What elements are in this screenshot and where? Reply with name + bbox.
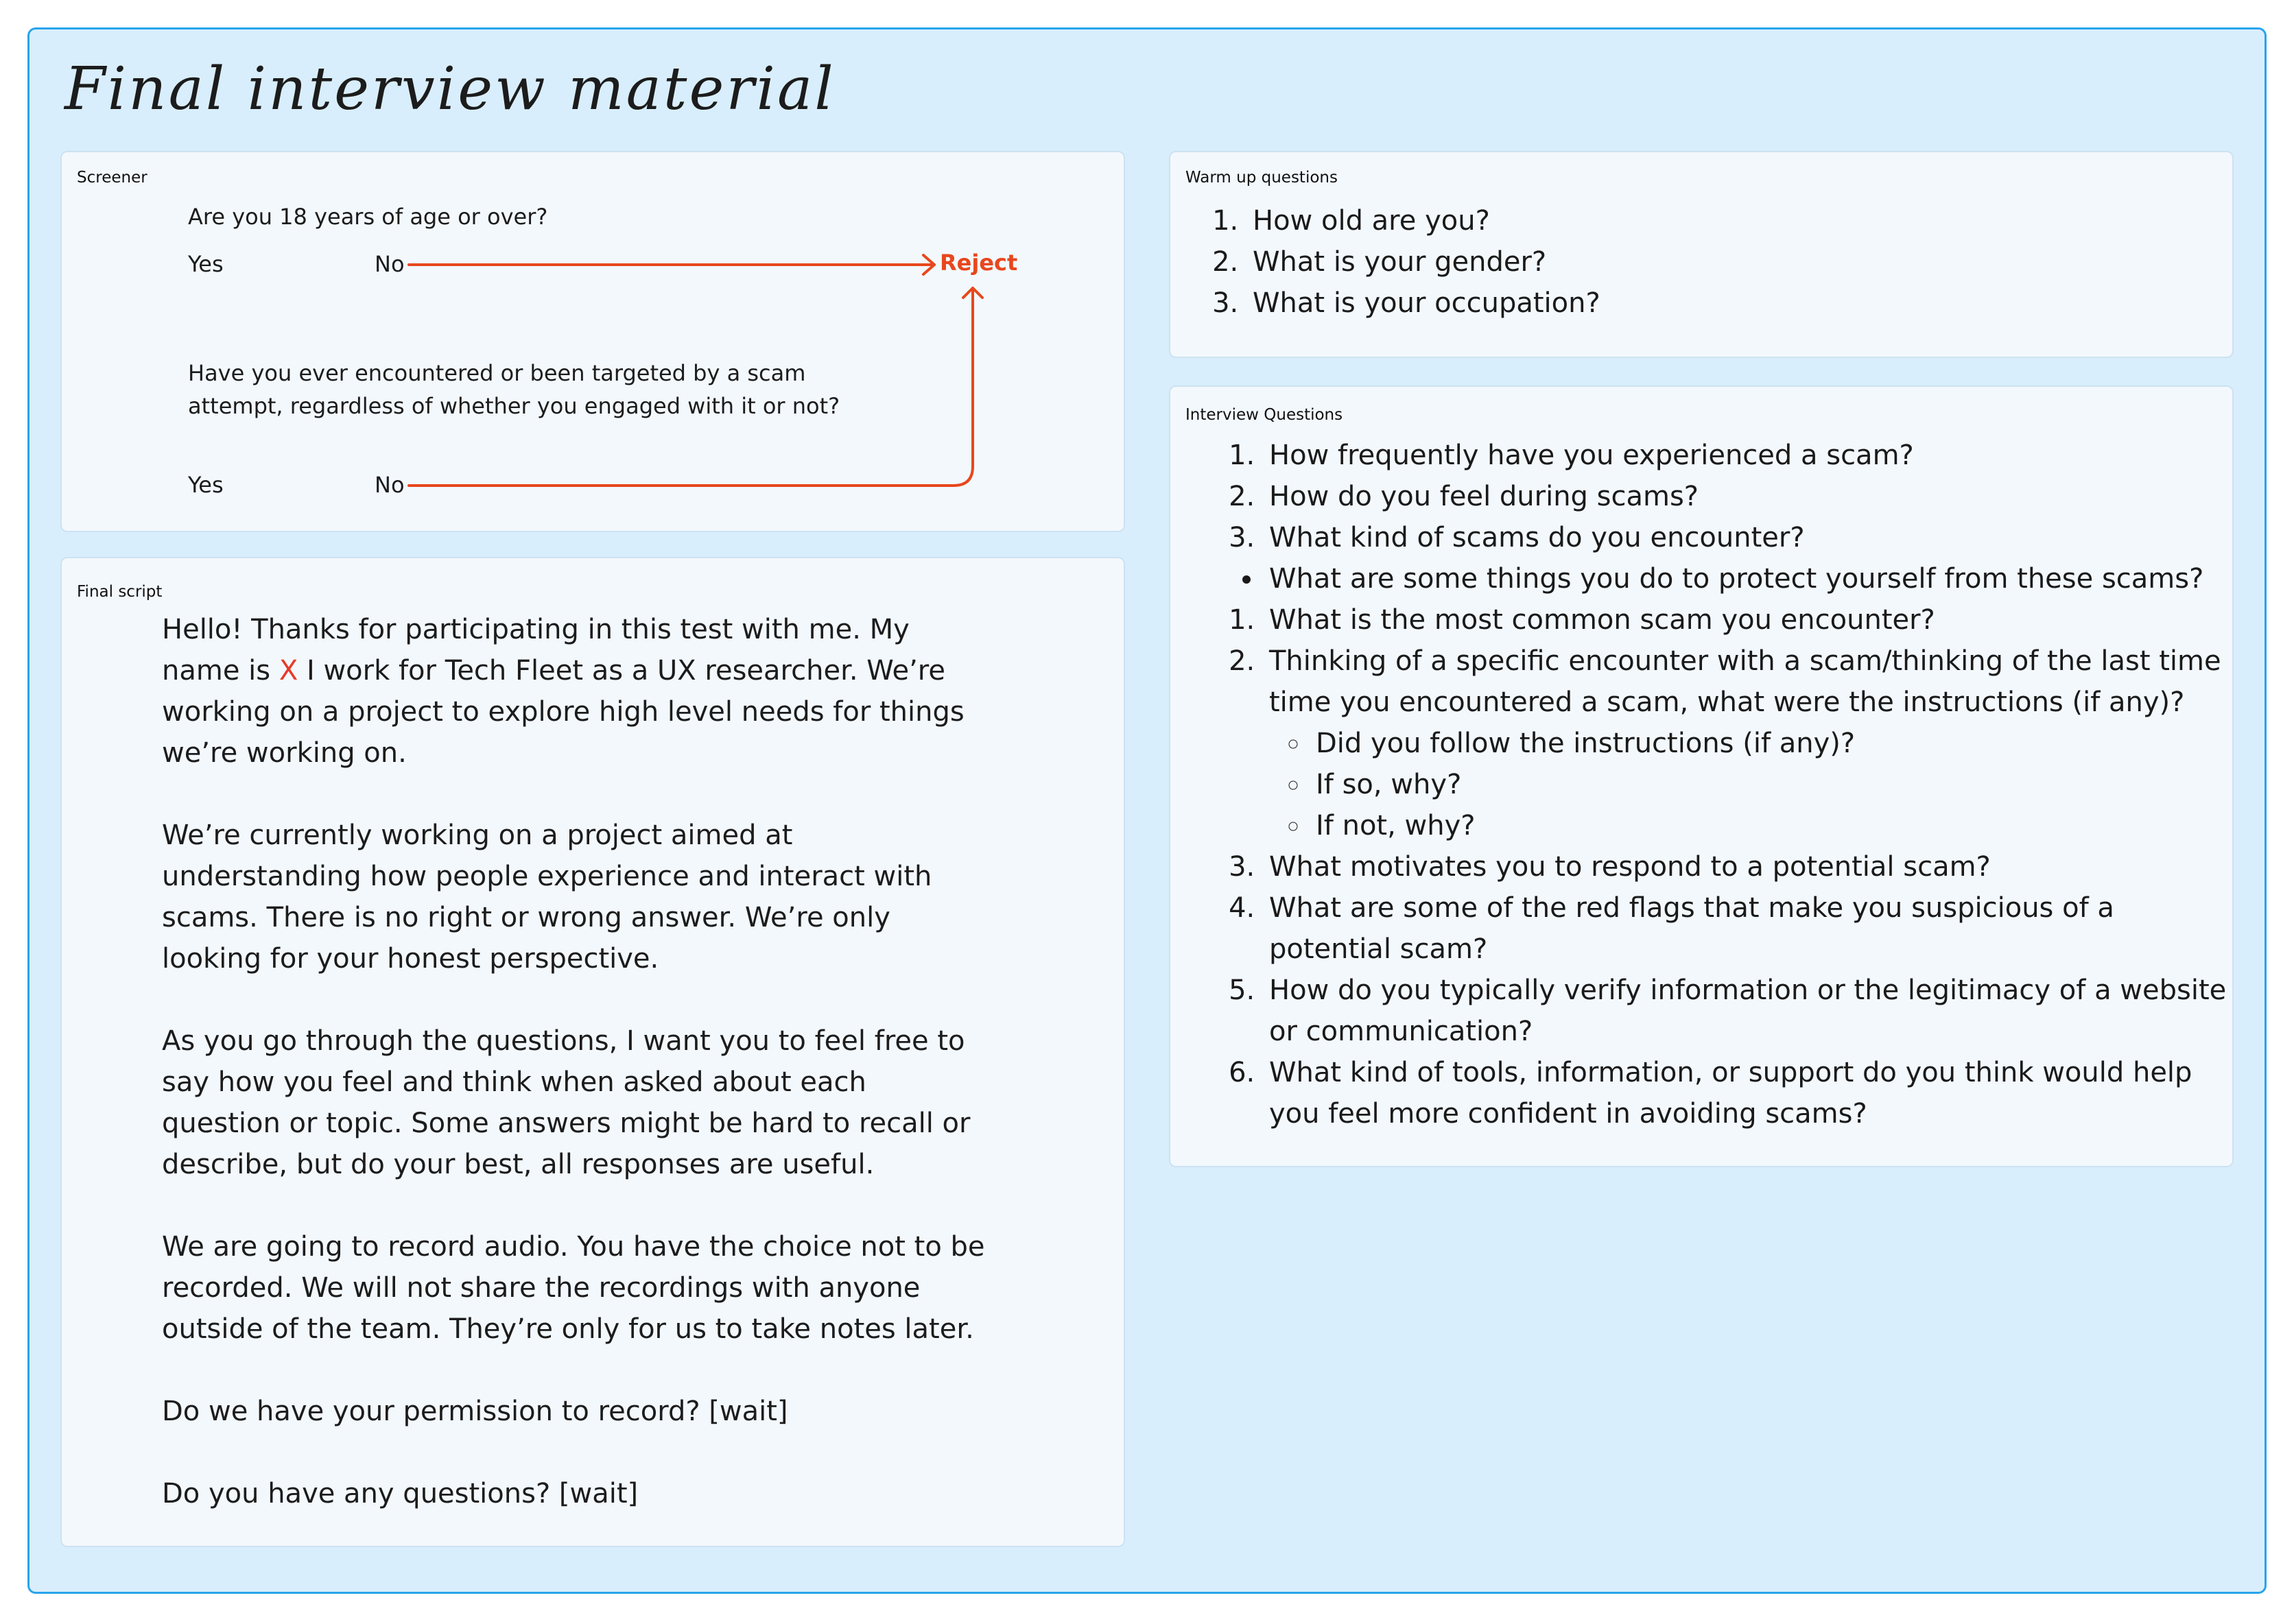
screener-question-scam-line1: Have you ever encountered or been targeted by a scam	[188, 360, 806, 386]
scam-option-no: No	[375, 472, 405, 498]
interview-list-b	[1236, 599, 2238, 1134]
interview-sub-bullets	[1269, 723, 2238, 846]
age-option-yes: Yes	[188, 251, 224, 277]
warm-up-label: Warm up questions	[1185, 169, 1338, 187]
screener-flow-arrows	[62, 152, 1126, 534]
list-item-text: Thinking of a specific encounter with a scam/thinking of the last time time you encountered a scam, what were the instructions (if any)?	[1269, 645, 2221, 718]
final-script-card[interactable]	[60, 557, 1125, 1547]
name-placeholder: X	[279, 655, 298, 686]
script-paragraph-questions: Do you have any questions? [wait]	[162, 1478, 639, 1509]
board-title: Final interview material	[64, 55, 836, 123]
interview-bullet-list	[1236, 558, 2238, 599]
interview-list-a	[1236, 435, 2238, 558]
reject-label: Reject	[940, 250, 1018, 276]
screener-card[interactable]	[60, 151, 1125, 532]
script-paragraph-permission: Do we have your permission to record? [wait]	[162, 1396, 788, 1427]
script-paragraph-recording: We are going to record audio. You have the choice not to be recorded. We will not share the recordings with anyone outside of the team. They’re only for us to take notes later.	[162, 1231, 985, 1345]
interview-questions-card[interactable]	[1169, 385, 2234, 1167]
list-item: ◦ Did you follow the instructions (if any)?	[1310, 723, 2238, 764]
list-item: • What are some things you do to protect yourself from these scams?	[1264, 558, 2238, 599]
age-option-no: No	[375, 251, 405, 277]
list-item: 5. How do you typically verify information or the legitimacy of a website or communication?	[1264, 970, 2238, 1052]
age-no-to-reject-arrow	[409, 255, 934, 274]
list-item: ◦ If not, why?	[1310, 805, 2238, 846]
scam-option-yes: Yes	[188, 472, 224, 498]
interview-questions-body	[1209, 435, 2238, 1134]
list-item: 3. What motivates you to respond to a potential scam?	[1264, 846, 2238, 887]
interview-questions-label: Interview Questions	[1185, 406, 1343, 424]
script-paragraph-purpose: We’re currently working on a project aimed at understanding how people experience and interact with scams. There is no right or wrong answer. We’re only looking for your honest perspective.	[162, 820, 932, 975]
list-item: 3. What kind of scams do you encounter?	[1264, 517, 2238, 558]
list-item: 3. What is your occupation?	[1247, 283, 1600, 324]
list-item: ◦ If so, why?	[1310, 764, 2238, 805]
script-paragraph-guidance: As you go through the questions, I want you to feel free to say how you feel and think when asked about each question or topic. Some answers might be hard to recall or describe, but do your best, all responses are useful.	[162, 1025, 971, 1180]
script-intro-end: I work for Tech Fleet as a UX researcher. We’re working on a project to explore high level needs for things we’re working on.	[162, 655, 965, 769]
screener-label: Screener	[77, 169, 147, 187]
list-item: 4. What are some of the red flags that make you suspicious of a potential scam?	[1264, 887, 2238, 970]
list-item: 1. How frequently have you experienced a scam?	[1264, 435, 2238, 476]
list-item	[1264, 641, 2238, 846]
screener-question-scam-line2: attempt, regardless of whether you engaged with it or not?	[188, 393, 840, 419]
script-intro-start: Hello! Thanks for participating in this test with me. My name is	[162, 614, 910, 686]
list-item: 6. What kind of tools, information, or support do you think would help you feel more confident in avoiding scams?	[1264, 1052, 2238, 1134]
list-item: 1. How old are you?	[1247, 200, 1600, 241]
final-script-body	[162, 609, 985, 1555]
script-paragraph-intro	[162, 609, 985, 774]
scam-no-to-reject-arrow	[409, 288, 982, 486]
list-item: 2. What is your gender?	[1247, 241, 1600, 283]
warm-up-card[interactable]	[1169, 151, 2234, 358]
screener-question-age: Are you 18 years of age or over?	[188, 204, 548, 230]
list-item: 2. How do you feel during scams?	[1264, 476, 2238, 517]
list-item: 1. What is the most common scam you encounter?	[1264, 599, 2238, 641]
final-script-label: Final script	[77, 583, 163, 601]
warm-up-list	[1209, 200, 1600, 324]
